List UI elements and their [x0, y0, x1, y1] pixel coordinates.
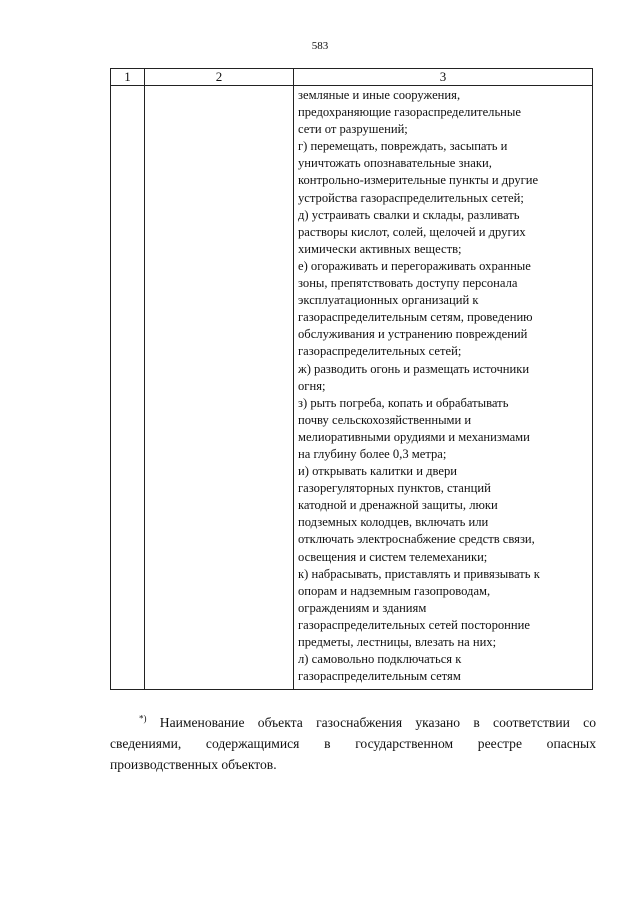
text-line: газорегуляторных пунктов, станций [298, 481, 491, 496]
text-line: предохраняющие газораспределительные [298, 105, 521, 120]
text-line: устройства газораспределительных сетей; [298, 190, 524, 205]
text-line: к) набрасывать, приставлять и привязывать к [298, 566, 540, 581]
text-line: земляные и иные сооружения, [298, 88, 461, 102]
text-line: химически активных веществ; [298, 241, 462, 256]
text-line: е) огораживать и перегораживать охранные [298, 258, 531, 273]
text-line: уничтожать опознавательные знаки, [298, 156, 492, 171]
column-2-cell [145, 86, 294, 690]
column-header-1: 1 [111, 69, 145, 86]
footnote-line: *) Наименование объекта газоснабжения указано в соответствии со [139, 713, 596, 730]
text-line: почву сельскохозяйственными и [298, 412, 472, 427]
table-header-row [111, 69, 593, 86]
table-row [111, 86, 593, 690]
text-line: газораспределительным сетям, проведению [298, 310, 533, 325]
column-header-3: 3 [294, 69, 593, 86]
text-line: мелиоративными орудиями и механизмами [298, 429, 530, 444]
prohibitions-text [294, 86, 592, 689]
text-line: зоны, препятствовать доступу персонала [298, 276, 518, 291]
text-line: ж) разводить огонь и размещать источники [298, 361, 530, 376]
text-line: обслуживания и устранению повреждений [298, 327, 528, 342]
text-line: з) рыть погреба, копать и обрабатывать [298, 395, 509, 410]
text-line: на глубину более 0,3 метра; [298, 446, 447, 461]
text-line: растворы кислот, солей, щелочей и других [298, 224, 526, 239]
footnote-line: сведениями, содержащимися в государственном реестре опасных [110, 736, 596, 751]
text-line: освещения и систем телемеханики; [298, 549, 488, 564]
text-line: газораспределительных сетей посторонние [298, 617, 530, 632]
text-line: предметы, лестницы, влезать на них; [298, 635, 497, 649]
text-line: д) устраивать свалки и склады, разливать [298, 207, 520, 222]
page-number: 583 [311, 40, 329, 52]
footnote-line: производственных объектов. [110, 757, 277, 772]
text-line: контрольно-измерительные пункты и другие [298, 173, 539, 188]
text-line: отключать электроснабжение средств связи, [298, 532, 535, 547]
text-line: газораспределительным сетям [298, 669, 461, 684]
text-line: катодной и дренажной защиты, люки [298, 498, 498, 513]
column-1-cell [111, 86, 145, 690]
text-line: г) перемещать, повреждать, засыпать и [298, 139, 508, 154]
text-line: опорам и надземным газопроводам, [298, 583, 491, 598]
column-header-2: 2 [145, 69, 294, 86]
text-line: газораспределительных сетей; [298, 344, 462, 359]
text-line: огня; [298, 378, 326, 393]
content-table [110, 68, 593, 690]
column-3-cell [294, 86, 593, 690]
text-line: и) открывать калитки и двери [298, 464, 457, 479]
text-line: сети от разрушений; [298, 122, 408, 137]
text-line: эксплуатационных организаций к [298, 293, 479, 308]
footnote [110, 712, 596, 775]
footnote-marker: *) [139, 713, 147, 724]
text-line: ограждениям и зданиям [298, 600, 427, 615]
text-line: л) самовольно подключаться к [298, 652, 462, 667]
text-line: подземных колодцев, включать или [298, 515, 489, 530]
